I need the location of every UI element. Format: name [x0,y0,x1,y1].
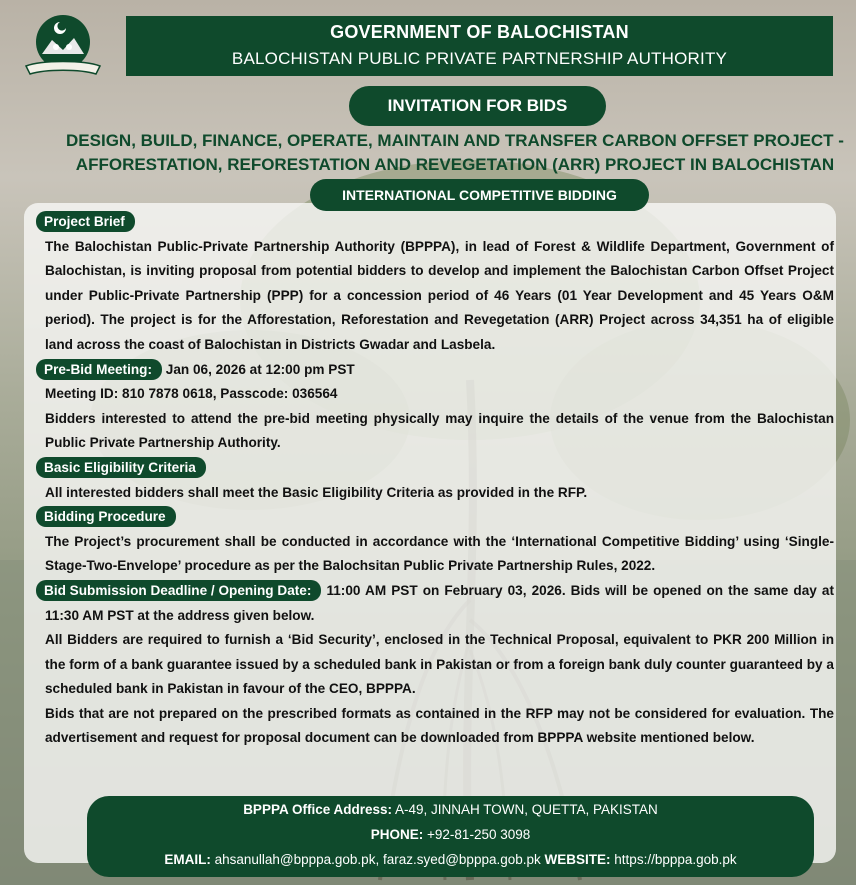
project-title-line2: AFFORESTATION, REFORESTATION AND REVEGETATION (ARR) PROJECT IN BALOCHISTAN [75,155,835,174]
eligibility-heading: Basic Eligibility Criteria [36,457,206,478]
eligibility-text: All interested bidders shall meet the Basic Eligibility Criteria as provided in the RFP. [45,484,588,500]
project-title-line1: DESIGN, BUILD, FINANCE, OPERATE, MAINTAIN AND TRANSFER CARBON OFFSET PROJECT - [66,131,844,150]
phone-value: +92-81-250 3098 [427,827,531,842]
project-brief-text: The Balochistan Public-Private Partnership Authority (BPPPA), in lead of Forest & Wildlife Department, Government of Balochistan, is inviting proposal from potential bidders to develop and implement the Balochistan Carbon Offset Project under Public-Private Partnership (PPP) for a concession period of 46 Years (01 Year Development and 45 Years O&M period). The project is for the Afforestation, Reforestation and Revegetation (ARR) Project across 34,351 ha of eligible land across the coast of Balochistan in Districts Gwadar and Lasbela. [45,238,834,352]
procedure-heading: Bidding Procedure [36,506,176,527]
government-title: GOVERNMENT OF BALOCHISTAN [330,22,629,42]
pre-bid-date: Jan 06, 2026 at 12:00 pm PST [165,361,355,377]
contact-footer [87,796,814,877]
phone-label: PHONE: [370,827,424,842]
bidding-type-badge: INTERNATIONAL COMPETITIVE BIDDING [310,179,649,211]
pre-bid-meeting-id: Meeting ID: 810 7878 0618, Passcode: 036564 [45,386,338,402]
notice-body [45,210,834,751]
rejection-text: Bids that are not prepared on the prescribed formats as contained in the RFP may not be considered for evaluation. The advertisement and request for proposal document can be downloaded from BPPPA website mentioned below. [45,705,834,746]
deadline-text: 11:00 AM PST on February 03, 2026. Bids will be opened on the same day at 11:30 AM PST at the address given below. [45,582,834,623]
invitation-heading: INVITATION FOR BIDS [349,86,606,126]
email-value[interactable]: ahsanullah@bpppa.gob.pk, faraz.syed@bpppa.gob.pk [214,852,541,867]
email-label: EMAIL: [164,852,211,867]
government-emblem-icon [22,14,104,82]
project-title [60,129,850,177]
procedure-text: The Project’s procurement shall be conducted in accordance with the ‘International Competitive Bidding’ using ‘Single-Stage-Two-Envelope’ procedure as per the Balochsitan Public Private Partnership Rules, 2022. [45,533,834,574]
address-line [87,797,814,822]
pre-bid-heading: Pre-Bid Meeting: [36,359,162,380]
website-link[interactable]: https://bpppa.gob.pk [614,852,737,867]
address-value: A-49, JINNAH TOWN, QUETTA, PAKISTAN [395,802,658,817]
address-label: BPPPA Office Address: [243,802,392,817]
email-line [87,847,814,872]
authority-title: BALOCHISTAN PUBLIC PRIVATE PARTNERSHIP AUTHORITY [231,49,728,68]
website-label: WEBSITE: [544,852,611,867]
phone-line [87,822,814,847]
deadline-heading: Bid Submission Deadline / Opening Date: [36,580,321,601]
header-banner [126,16,833,76]
pre-bid-text: Bidders interested to attend the pre-bid meeting physically may inquire the details of the venue from the Balochistan Public Private Partnership Authority. [45,410,834,451]
project-brief-heading: Project Brief [36,211,135,232]
bid-security-text: All Bidders are required to furnish a ‘Bid Security’, enclosed in the Technical Proposal, equivalent to PKR 200 Million in the form of a bank guarantee issued by a scheduled bank in Pakistan or from a foreign bank duly counter guaranteed by a scheduled bank in Pakistan in favour of the CEO, BPPPA. [45,632,834,697]
